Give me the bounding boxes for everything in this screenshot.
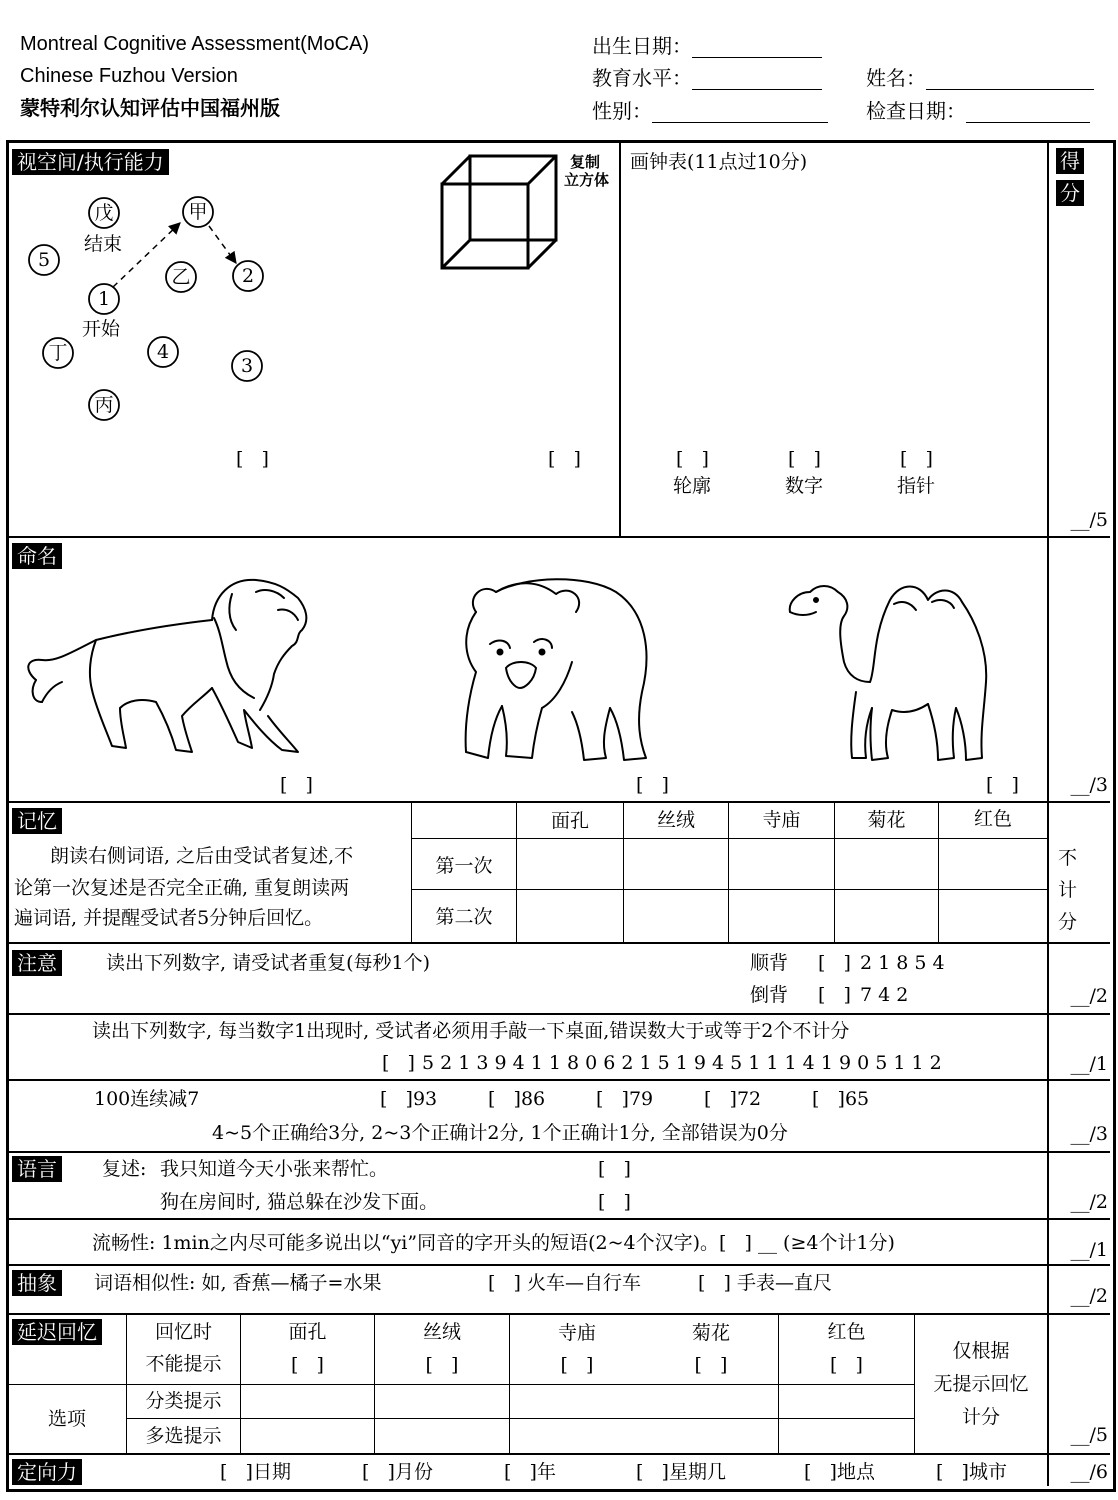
- serial-box[interactable]: [ ]: [704, 1088, 737, 1110]
- divider-fluency: [8, 1218, 1110, 1220]
- divider-language: [8, 1151, 1110, 1153]
- bear-picture: [446, 572, 666, 772]
- trail-node[interactable]: 丙: [94, 394, 114, 416]
- trail-node[interactable]: 1: [97, 288, 111, 310]
- serial-item-93[interactable]: [380, 1087, 437, 1111]
- visuospatial-tag: 视空间/执行能力: [12, 149, 169, 175]
- memory-no-score-3: 分: [1058, 911, 1078, 933]
- recall-note-3: 计分: [961, 1406, 1000, 1428]
- memory-word-face: 面孔: [550, 810, 589, 832]
- serial-box[interactable]: [ ]: [380, 1088, 413, 1110]
- memory-instructions-1: 朗读右侧词语, 之后由受试者复述,不: [50, 845, 354, 867]
- divider-attention: [8, 942, 1110, 944]
- delayed-recall-score[interactable]: __/5: [1070, 1424, 1108, 1446]
- memory-instructions-3: 遍词语, 并提醒受试者5分钟后回忆。: [14, 907, 324, 929]
- serial-item-72[interactable]: [704, 1087, 761, 1111]
- divider-naming: [8, 536, 1110, 538]
- digit-span-score[interactable]: __/2: [1070, 985, 1108, 1007]
- serial-score[interactable]: __/3: [1070, 1123, 1108, 1145]
- sentence-2: 狗在房间时, 猫总躲在沙发下面。: [160, 1191, 439, 1213]
- forward-box[interactable]: [ ]: [818, 952, 851, 974]
- recall-table-line: [126, 1418, 914, 1419]
- memory-word-red: 红色: [973, 808, 1012, 830]
- clock-contour-label: 轮廓: [673, 475, 712, 497]
- recall-box-red[interactable]: [ ]: [830, 1354, 863, 1376]
- visuospatial-score[interactable]: __/5: [1070, 509, 1108, 531]
- tap-score[interactable]: __/1: [1070, 1053, 1108, 1075]
- memory-word-velvet: 丝绒: [656, 809, 695, 831]
- orientation-tag: 定向力: [12, 1459, 82, 1485]
- memory-word-daisy: 菊花: [867, 809, 906, 831]
- sentence-1-box[interactable]: [ ]: [598, 1158, 631, 1180]
- bear-score-box[interactable]: [ ]: [636, 774, 669, 796]
- memory-word-church: 寺庙: [762, 809, 801, 831]
- serial-item-65[interactable]: [812, 1087, 869, 1111]
- trail-node[interactable]: 5: [37, 249, 51, 271]
- serial-box[interactable]: [ ]: [596, 1088, 629, 1110]
- naming-tag: 命名: [12, 543, 62, 569]
- memory-tag: 记忆: [12, 808, 62, 834]
- recall-word-church: 寺庙: [557, 1322, 596, 1344]
- trail-start-label: 开始: [82, 318, 121, 340]
- serial-sevens-label: 100连续减7: [94, 1088, 200, 1110]
- orientation-score[interactable]: __/6: [1070, 1461, 1108, 1483]
- tap-sequence: 5 2 1 3 9 4 1 1 8 0 6 2 1 5 1 9 4 5 1 1 1 4 1 9 0 5 1 1 2: [422, 1052, 942, 1074]
- exam-date-field[interactable]: [866, 99, 1090, 123]
- orientation-place[interactable]: [ ]地点: [804, 1461, 875, 1483]
- serial-rule: 4~5个正确给3分, 2~3个正确计2分, 1个正确计1分, 全部错误为0分: [212, 1122, 788, 1144]
- trail-node[interactable]: 甲: [188, 201, 208, 223]
- clock-hands-box[interactable]: [ ]: [900, 448, 933, 470]
- cube-label-2: 立方体: [564, 171, 610, 189]
- serial-value: 72: [736, 1088, 762, 1110]
- sentence-1: 我只知道今天小张来帮忙。: [160, 1158, 389, 1180]
- clock-contour-box[interactable]: [ ]: [676, 448, 709, 470]
- fluency-text[interactable]: 流畅性: 1min之内尽可能多说出以“yi”同音的字开头的短语(2~4个汉字)。[ ] __ (≥4个计1分): [92, 1232, 895, 1254]
- recall-box-velvet[interactable]: [ ]: [425, 1354, 459, 1376]
- recall-box-daisy[interactable]: [ ]: [694, 1354, 728, 1376]
- trail-arrow-2: [209, 226, 236, 263]
- serial-item-86[interactable]: [488, 1087, 545, 1111]
- recall-word-red: 红色: [827, 1321, 866, 1343]
- orientation-city[interactable]: [ ]城市: [936, 1461, 1007, 1483]
- no-cue-label-1: 回忆时: [154, 1321, 212, 1343]
- orientation-weekday[interactable]: [ ]星期几: [636, 1461, 726, 1483]
- divider-delayed: [8, 1313, 1110, 1315]
- divider-memory: [8, 801, 1110, 803]
- sex-field[interactable]: [592, 99, 828, 123]
- trail-end-label: 结束: [84, 233, 123, 255]
- trail-node[interactable]: 戊: [94, 202, 114, 224]
- abstraction-text: 词语相似性: 如, 香蕉—橘子=水果: [94, 1272, 382, 1294]
- score-header-2: 分: [1056, 180, 1084, 206]
- recall-word-daisy: 菊花: [691, 1322, 730, 1344]
- language-tag: 语言: [12, 1156, 62, 1182]
- cube-drawing: [438, 152, 568, 282]
- camel-score-box[interactable]: [ ]: [986, 774, 1019, 796]
- recall-table-line: [8, 1384, 914, 1385]
- abstraction-item-watch[interactable]: [ ] 手表—直尺: [698, 1272, 832, 1294]
- repeat-score[interactable]: __/2: [1070, 1191, 1108, 1213]
- orientation-month[interactable]: [ ]月份: [362, 1461, 433, 1483]
- no-cue-label-2: 不能提示: [145, 1353, 222, 1375]
- digit-span-instruction: 读出下列数字, 请受试者重复(每秒1个): [106, 952, 430, 974]
- serial-item-79[interactable]: [596, 1087, 653, 1111]
- version-en: Chinese Fuzhou Version: [20, 65, 238, 87]
- abstraction-tag: 抽象: [12, 1270, 62, 1296]
- repeat-label: 复述:: [102, 1158, 147, 1180]
- trail-score-box[interactable]: [ ]: [236, 448, 269, 470]
- education-label: 教育水平：: [592, 66, 692, 90]
- clock-numbers-label: 数字: [785, 475, 824, 497]
- birth-field[interactable]: [592, 34, 822, 58]
- divider-tap: [8, 1013, 1110, 1015]
- delayed-recall-tag: 延迟回忆: [12, 1319, 102, 1345]
- name-field[interactable]: [866, 66, 1094, 90]
- sentence-2-box[interactable]: [ ]: [598, 1191, 631, 1213]
- forward-digits: 2 1 8 5 4: [860, 952, 945, 974]
- recall-note-2: 无提示回忆: [933, 1373, 1029, 1395]
- category-cue-label: 分类提示: [145, 1390, 222, 1412]
- recall-word-velvet: 丝绒: [422, 1321, 461, 1343]
- serial-box[interactable]: [ ]: [812, 1088, 845, 1110]
- trail-node[interactable]: 3: [240, 355, 254, 377]
- title-cn: 蒙特利尔认知评估中国福州版: [20, 96, 280, 120]
- memory-instructions-2: 论第一次复述是否完全正确, 重复朗读两: [14, 877, 350, 899]
- serial-value: 65: [844, 1088, 870, 1110]
- tap-box[interactable]: [ ]: [382, 1052, 415, 1074]
- tap-instruction: 读出下列数字, 每当数字1出现时, 受试者必须用手敲一下桌面,错误数大于或等于2个不计分: [92, 1020, 850, 1042]
- serial-value: 86: [520, 1088, 546, 1110]
- sex-label: 性别：: [592, 99, 652, 123]
- birth-label: 出生日期：: [592, 34, 692, 58]
- forward-label: 顺背: [750, 952, 789, 974]
- clock-hands-label: 指针: [897, 475, 936, 497]
- recall-word-face: 面孔: [288, 1321, 327, 1343]
- memory-table-line: [411, 838, 1048, 839]
- options-label: 选项: [47, 1408, 86, 1430]
- abstraction-item-train[interactable]: [ ] 火车—自行车: [488, 1272, 641, 1294]
- memory-no-score-1: 不: [1058, 847, 1078, 869]
- trail-node[interactable]: 4: [156, 341, 170, 363]
- divider-abstraction: [8, 1264, 1110, 1266]
- memory-no-score-2: 计: [1058, 879, 1078, 901]
- score-header-1: 得: [1056, 148, 1084, 174]
- serial-value: 93: [412, 1088, 438, 1110]
- lion-picture: [16, 570, 316, 770]
- exam-date-label: 检查日期：: [866, 99, 966, 123]
- memory-table-line: [411, 889, 1048, 890]
- trail-node[interactable]: 乙: [171, 266, 191, 288]
- education-field[interactable]: [592, 66, 822, 90]
- backward-label: 倒背: [750, 984, 789, 1006]
- multiple-choice-cue-label: 多选提示: [145, 1425, 222, 1447]
- name-label: 姓名：: [866, 66, 926, 90]
- lion-score-box[interactable]: [ ]: [280, 774, 313, 796]
- trail-node[interactable]: 2: [241, 265, 255, 287]
- divider-serial: [8, 1079, 1110, 1081]
- cube-label-1: 复制: [570, 153, 601, 171]
- attention-tag: 注意: [12, 950, 62, 976]
- camel-picture: [780, 572, 1000, 772]
- backward-digits: 7 4 2: [860, 984, 909, 1006]
- serial-value: 79: [628, 1088, 654, 1110]
- cube-score-box[interactable]: [ ]: [548, 448, 581, 470]
- memory-trial-2: 第二次: [435, 906, 493, 928]
- orientation-date[interactable]: [ ]日期: [220, 1461, 291, 1483]
- clock-title: 画钟表(11点过10分): [630, 151, 808, 173]
- trail-node[interactable]: 丁: [48, 342, 68, 364]
- naming-score[interactable]: __/3: [1070, 774, 1108, 796]
- orientation-year[interactable]: [ ]年: [504, 1461, 556, 1483]
- title-en: Montreal Cognitive Assessment(MoCA): [20, 33, 370, 55]
- clock-numbers-box[interactable]: [ ]: [788, 448, 821, 470]
- score-column-divider: [1047, 142, 1049, 1486]
- recall-box-church[interactable]: [ ]: [560, 1354, 594, 1376]
- serial-box[interactable]: [ ]: [488, 1088, 521, 1110]
- recall-note-1: 仅根据: [952, 1340, 1010, 1362]
- divider-orientation: [8, 1453, 1110, 1455]
- recall-box-face[interactable]: [ ]: [291, 1354, 324, 1376]
- backward-box[interactable]: [ ]: [818, 984, 851, 1006]
- memory-trial-1: 第一次: [435, 855, 493, 877]
- fluency-score[interactable]: __/1: [1070, 1239, 1108, 1261]
- abstraction-score[interactable]: __/2: [1070, 1285, 1108, 1307]
